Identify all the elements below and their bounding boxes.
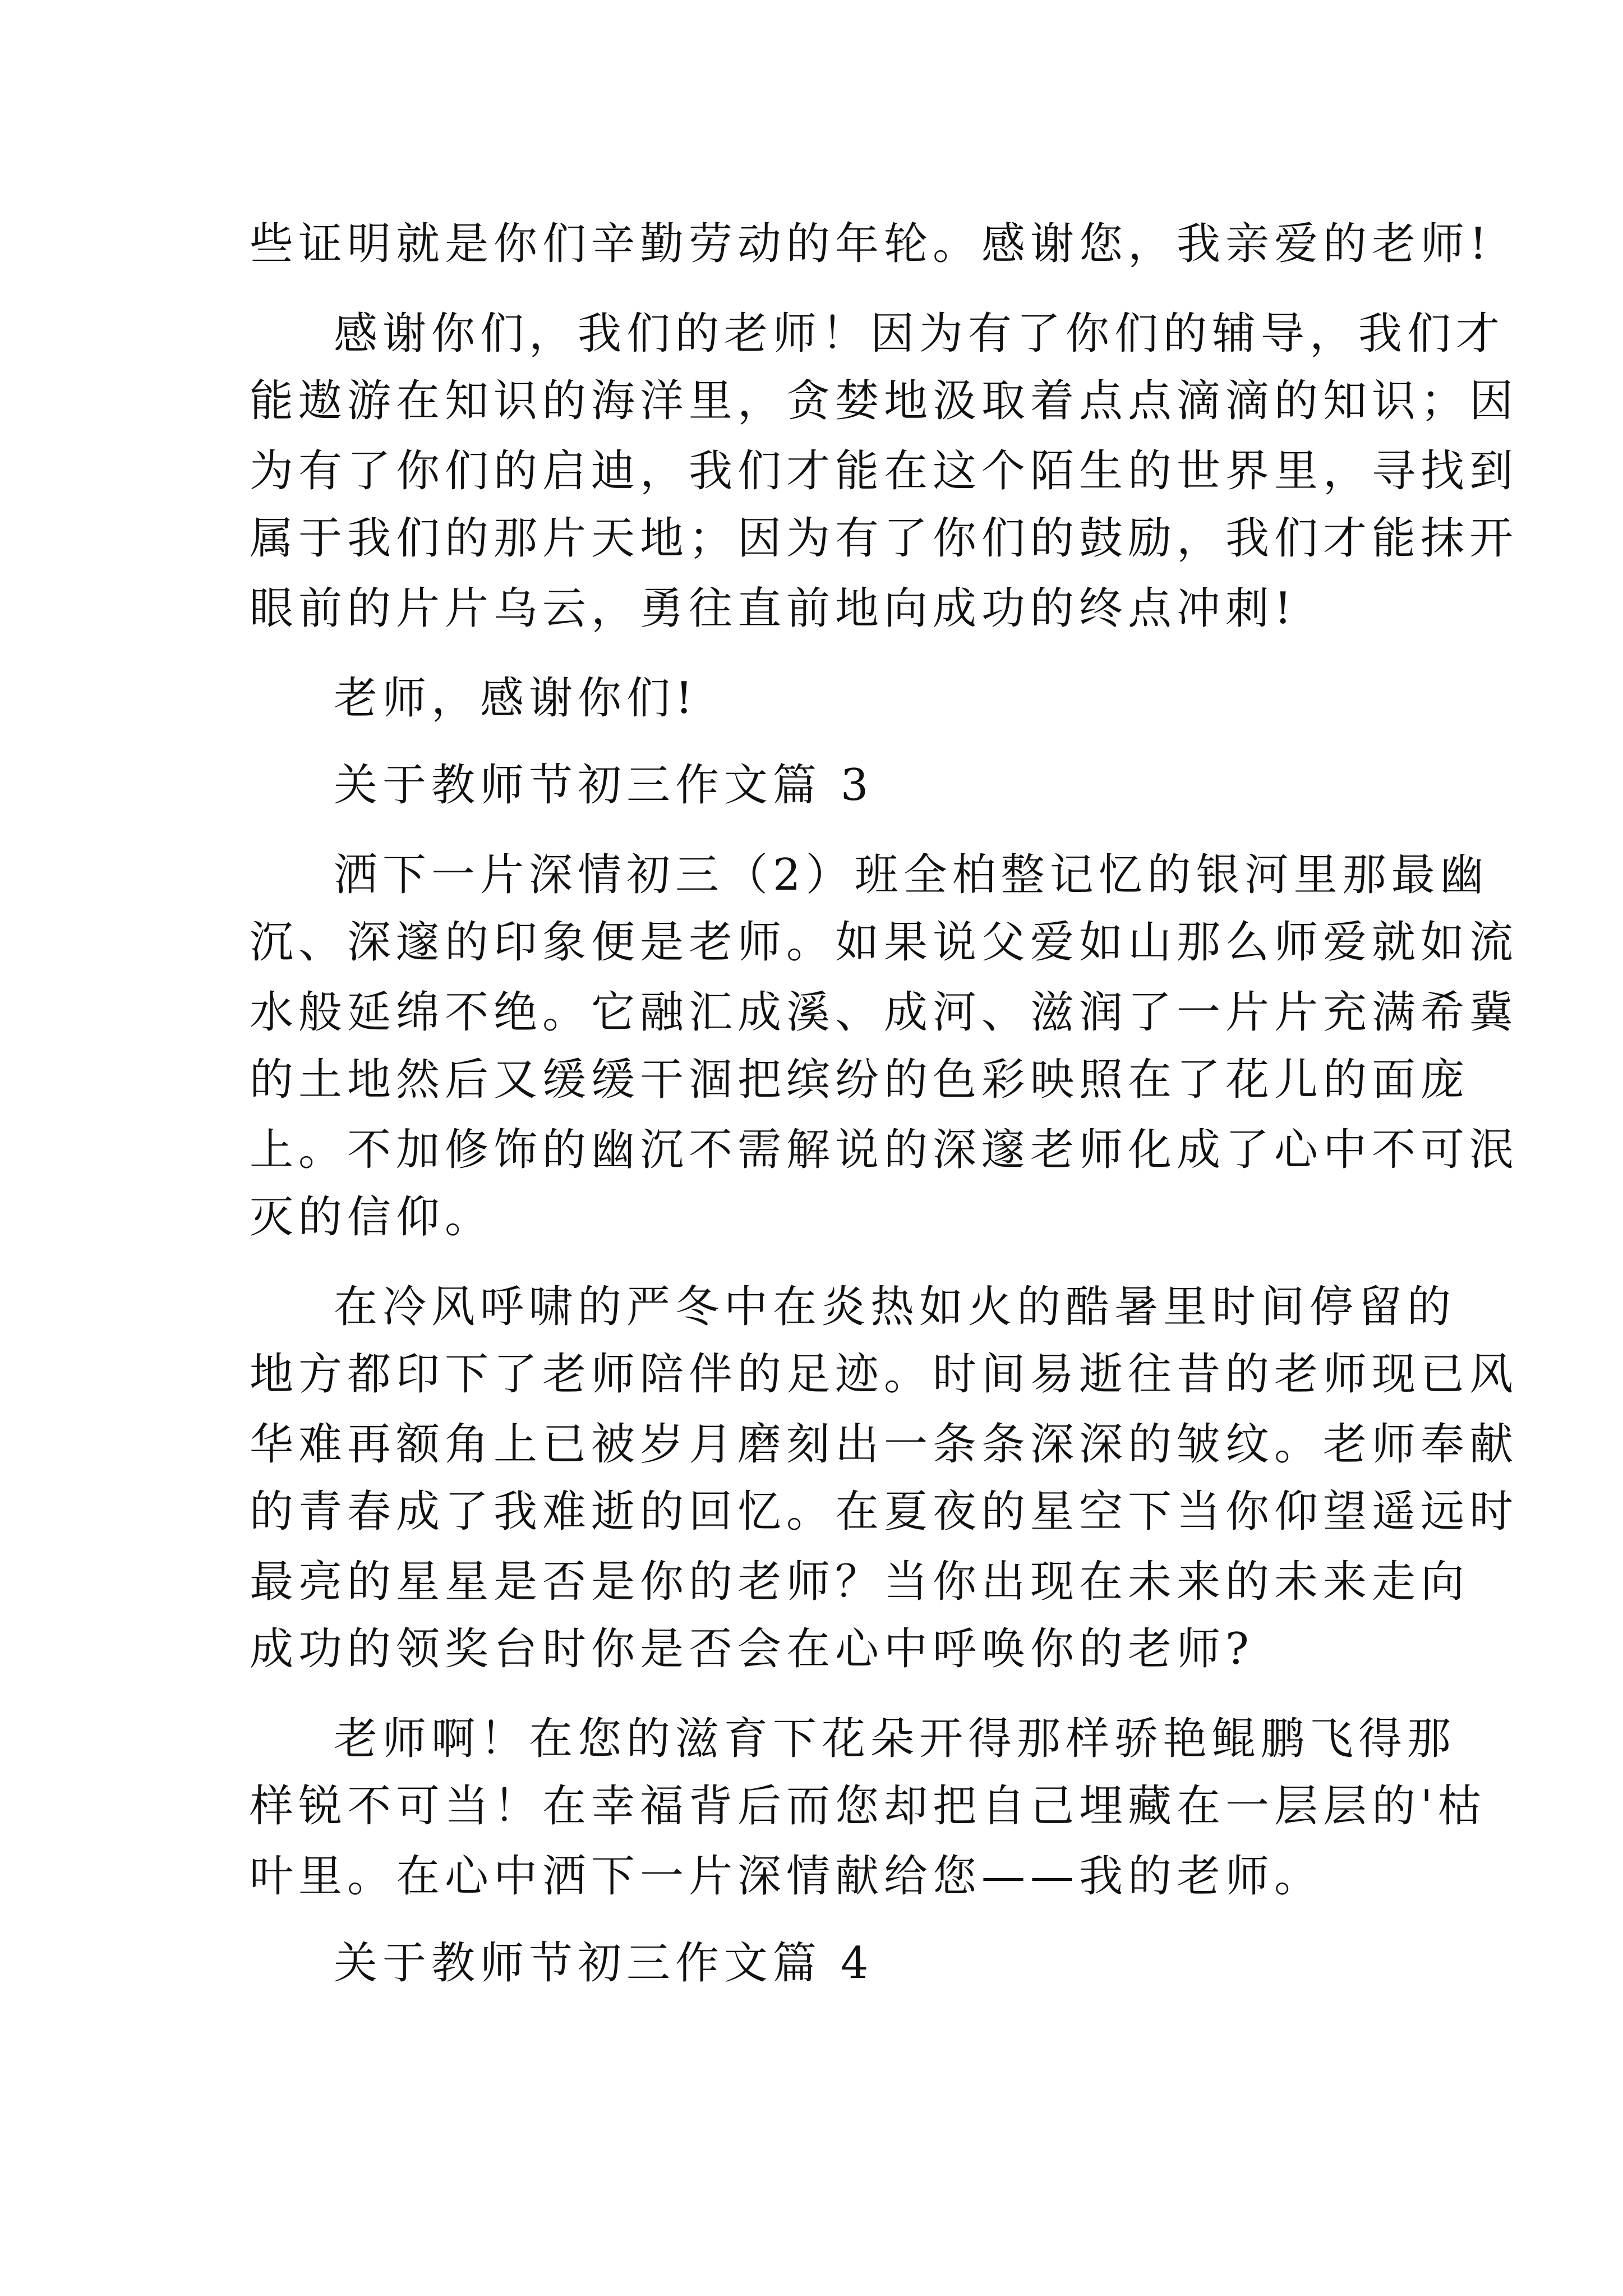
paragraph-start-line: 在冷风呼啸的严冬中在炎热如火的酷暑里时间停留的 [334, 1282, 1456, 1332]
section-heading: 关于教师节初三作文篇 3 [334, 760, 874, 811]
paragraph-start-line: 老师，感谢你们! [334, 673, 698, 724]
text-line: 样锐不可当！在幸福背后而您却把自己埋藏在一层层的'枯 [250, 1781, 1487, 1832]
text-line: 的青春成了我难逝的回忆。在夏夜的星空下当你仰望遥远时 [250, 1487, 1519, 1537]
text-line: 灭的信仰。 [250, 1192, 494, 1243]
paragraph-start-line: 老师啊！在您的滋育下花朵开得那样骄艳鲲鹏飞得那 [334, 1714, 1456, 1764]
text-line: 上。不加修饰的幽沉不需解说的深邃老师化成了心中不可泯 [250, 1125, 1519, 1175]
paragraph-start-line: 洒下一片深情初三（2）班全柏整记忆的银河里那最幽 [334, 850, 1489, 900]
text-line: 地方都印下了老师陪伴的足迹。时间易逝往昔的老师现已风 [250, 1349, 1519, 1400]
text-line: 能遨游在知识的海洋里，贪婪地汲取着点点滴滴的知识；因 [250, 376, 1519, 426]
text-line: 最亮的星星是否是你的老师？当你出现在未来的未来走向 [250, 1557, 1470, 1607]
text-line: 叶里。在心中洒下一片深情献给您——我的老师。 [250, 1851, 1324, 1902]
text-line: 水般延绵不绝。它融汇成溪、成河、滋润了一片片充满希冀 [250, 987, 1519, 1038]
section-heading: 关于教师节初三作文篇 4 [334, 1938, 874, 1989]
paragraph-start-line: 感谢你们，我们的老师！因为有了你们的辅导，我们才 [334, 309, 1505, 359]
text-line: 为有了你们的启迪，我们才能在这个陌生的世界里，寻找到 [250, 446, 1519, 496]
text-line: 的土地然后又缓缓干涸把缤纷的色彩映照在了花儿的面庞 [250, 1055, 1470, 1105]
text-line: 属于我们的那片天地；因为有了你们的鼓励，我们才能抹开 [250, 513, 1519, 564]
text-line: 华难再额角上已被岁月磨刻出一条条深深的皱纹。老师奉献 [250, 1419, 1519, 1470]
text-line: 眼前的片片乌云，勇往直前地向成功的终点冲刺! [250, 583, 1297, 634]
text-line: 成功的领奖台时你是否会在心中呼唤你的老师? [250, 1624, 1254, 1674]
text-line: 些证明就是你们辛勤劳动的年轮。感谢您，我亲爱的老师! [250, 219, 1492, 269]
text-line: 沉、深邃的印象便是老师。如果说父爱如山那么师爱就如流 [250, 917, 1519, 968]
